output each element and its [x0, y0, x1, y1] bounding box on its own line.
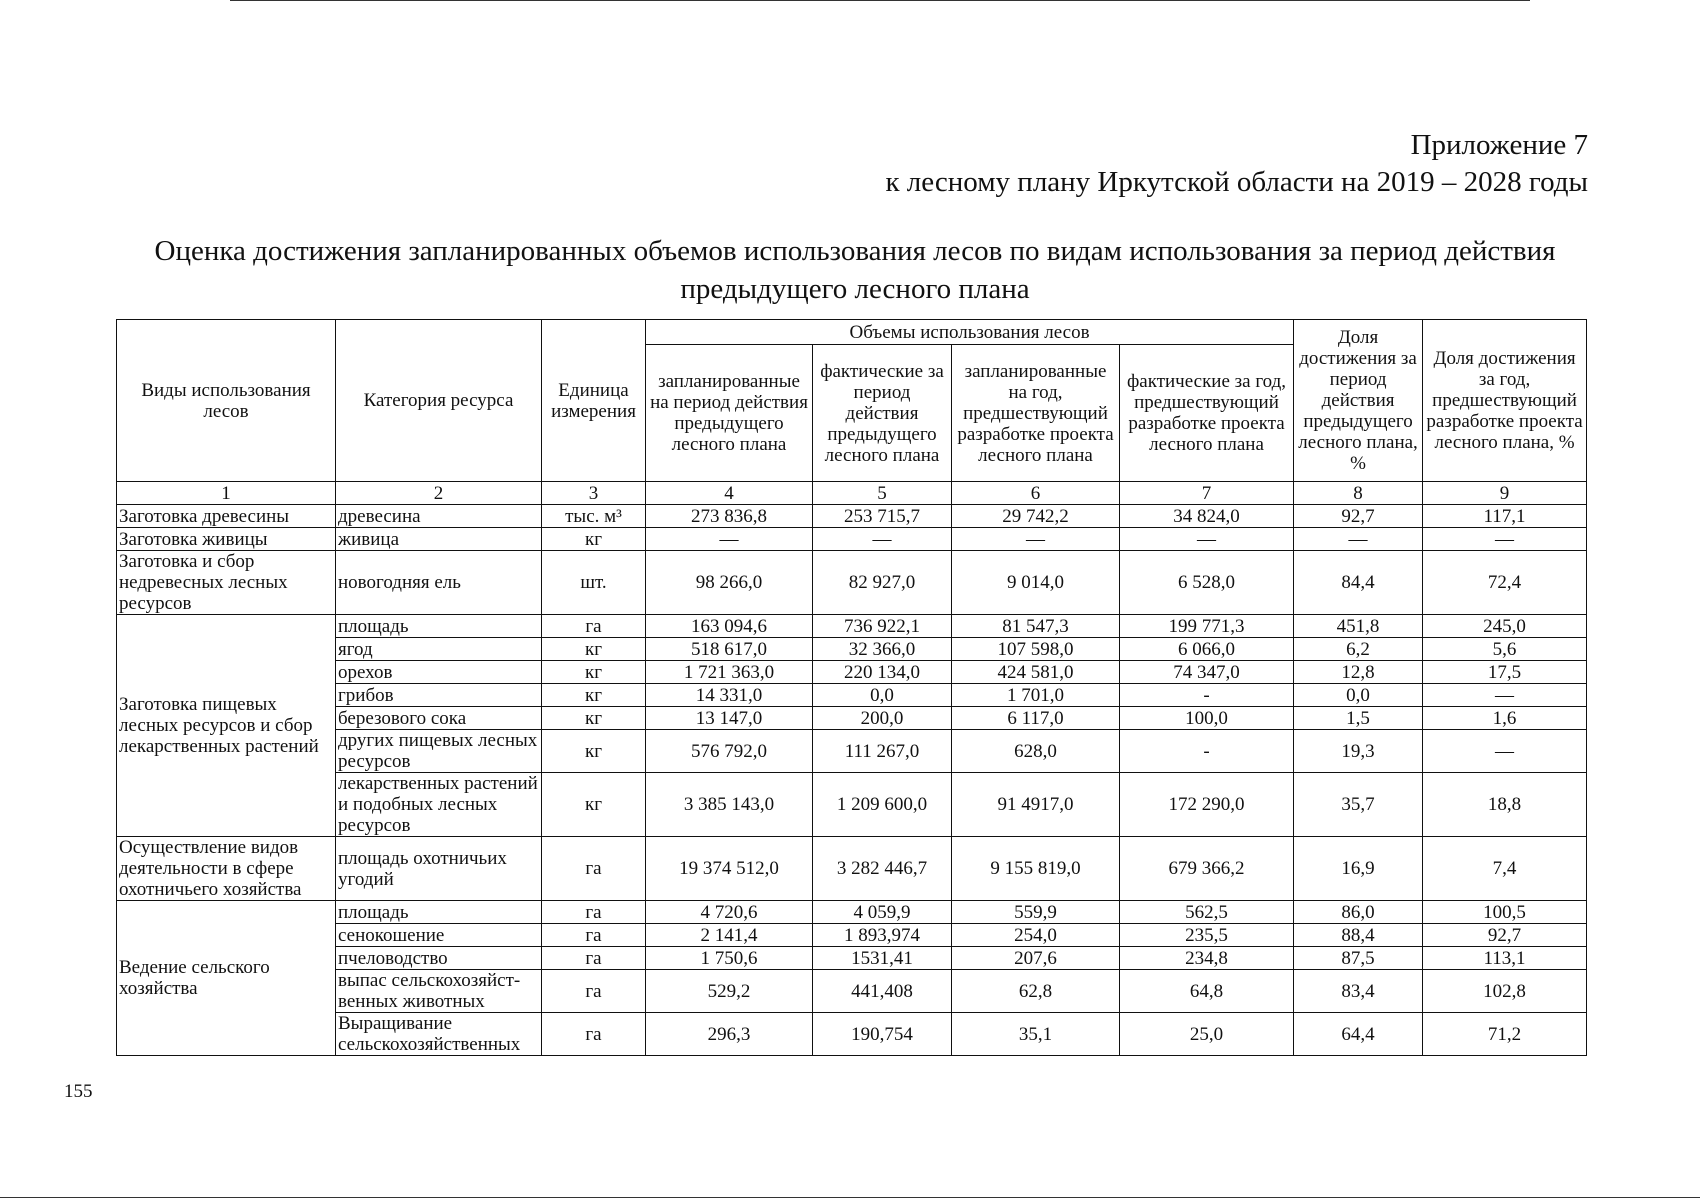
planned-year-cell: 559,9 — [952, 901, 1120, 924]
category-cell: пчеловодство — [336, 947, 542, 970]
actual-period-cell: 0,0 — [813, 684, 952, 707]
share-year-cell: 5,6 — [1423, 638, 1587, 661]
table-row — [117, 528, 1587, 551]
actual-period-cell: 1 893,974 — [813, 924, 952, 947]
planned-year-cell: — — [952, 528, 1120, 551]
category-cell: живица — [336, 528, 542, 551]
share-year-cell: 100,5 — [1423, 901, 1587, 924]
actual-period-cell: 82 927,0 — [813, 551, 952, 615]
actual-year-cell: 234,8 — [1120, 947, 1294, 970]
share-year-cell: 117,1 — [1423, 505, 1587, 528]
actual-year-cell: 199 771,3 — [1120, 615, 1294, 638]
category-cell: березового сока — [336, 707, 542, 730]
planned-year-cell: 1 701,0 — [952, 684, 1120, 707]
table-row — [117, 970, 1587, 1013]
column-number: 4 — [646, 482, 813, 505]
actual-year-cell: 6 066,0 — [1120, 638, 1294, 661]
planned-period-cell: 3 385 143,0 — [646, 773, 813, 837]
planned-year-cell: 29 742,2 — [952, 505, 1120, 528]
share-year-cell: 7,4 — [1423, 837, 1587, 901]
table-row — [117, 661, 1587, 684]
planned-period-cell: 529,2 — [646, 970, 813, 1013]
actual-year-cell: 74 347,0 — [1120, 661, 1294, 684]
planned-period-cell: 19 374 512,0 — [646, 837, 813, 901]
planned-year-cell: 207,6 — [952, 947, 1120, 970]
share-period-cell: 64,4 — [1294, 1013, 1423, 1056]
planned-period-cell: 296,3 — [646, 1013, 813, 1056]
share-year-cell: 245,0 — [1423, 615, 1587, 638]
unit-cell: га — [542, 901, 646, 924]
appendix-reference: к лесному плану Иркутской области на 2019 – 2028 годы — [885, 166, 1588, 198]
share-year-cell: 18,8 — [1423, 773, 1587, 837]
table-row — [117, 615, 1587, 638]
use-type-cell: Осуществление видов деятельности в сфере охотничьего хозяйства — [117, 837, 336, 901]
actual-year-cell: 34 824,0 — [1120, 505, 1294, 528]
unit-cell: га — [542, 924, 646, 947]
planned-year-cell: 424 581,0 — [952, 661, 1120, 684]
use-type-cell: Заготовка живицы — [117, 528, 336, 551]
share-period-cell: 451,8 — [1294, 615, 1423, 638]
scan-line-top — [230, 0, 1530, 1]
header-col-7: фактические за год, предшествующий разработке проекта лесного плана — [1120, 345, 1294, 482]
table-row — [117, 1013, 1587, 1056]
use-type-cell: Ведение сельского хозяйства — [117, 901, 336, 1056]
share-year-cell: — — [1423, 730, 1587, 773]
actual-period-cell: 736 922,1 — [813, 615, 952, 638]
table-row — [117, 638, 1587, 661]
share-period-cell: 92,7 — [1294, 505, 1423, 528]
planned-period-cell: 1 721 363,0 — [646, 661, 813, 684]
unit-cell: кг — [542, 528, 646, 551]
share-period-cell: 86,0 — [1294, 901, 1423, 924]
header-col-4: запланированные на период действия предыдущего лесного плана — [646, 345, 813, 482]
planned-period-cell: 576 792,0 — [646, 730, 813, 773]
table-row — [117, 551, 1587, 615]
category-cell: Выращивание сельскохозяйственных — [336, 1013, 542, 1056]
category-cell: выпас сельскохозяйст-венных животных — [336, 970, 542, 1013]
share-year-cell: 72,4 — [1423, 551, 1587, 615]
share-year-cell: — — [1423, 684, 1587, 707]
column-number: 7 — [1120, 482, 1294, 505]
unit-cell: га — [542, 947, 646, 970]
scan-line-bottom — [0, 1197, 1700, 1198]
planned-year-cell: 35,1 — [952, 1013, 1120, 1056]
share-period-cell: — — [1294, 528, 1423, 551]
planned-year-cell: 107 598,0 — [952, 638, 1120, 661]
header-col-9: Доля достижения за год, предшествующий разработке проекта лесного плана, % — [1423, 320, 1587, 482]
share-period-cell: 6,2 — [1294, 638, 1423, 661]
actual-period-cell: 253 715,7 — [813, 505, 952, 528]
category-cell: грибов — [336, 684, 542, 707]
actual-period-cell: 32 366,0 — [813, 638, 952, 661]
actual-year-cell: 172 290,0 — [1120, 773, 1294, 837]
category-cell: площадь — [336, 615, 542, 638]
actual-period-cell: 3 282 446,7 — [813, 837, 952, 901]
planned-period-cell: 14 331,0 — [646, 684, 813, 707]
actual-year-cell: 64,8 — [1120, 970, 1294, 1013]
category-cell: площадь — [336, 901, 542, 924]
share-year-cell: 113,1 — [1423, 947, 1587, 970]
actual-year-cell: — — [1120, 528, 1294, 551]
unit-cell: га — [542, 1013, 646, 1056]
share-period-cell: 35,7 — [1294, 773, 1423, 837]
planned-period-cell: 4 720,6 — [646, 901, 813, 924]
share-year-cell: 102,8 — [1423, 970, 1587, 1013]
share-period-cell: 1,5 — [1294, 707, 1423, 730]
table-row — [117, 684, 1587, 707]
share-period-cell: 88,4 — [1294, 924, 1423, 947]
table-row — [117, 901, 1587, 924]
actual-year-cell: 25,0 — [1120, 1013, 1294, 1056]
planned-period-cell: 2 141,4 — [646, 924, 813, 947]
forest-use-table — [116, 319, 1587, 1056]
unit-cell: тыс. м³ — [542, 505, 646, 528]
share-period-cell: 12,8 — [1294, 661, 1423, 684]
actual-period-cell: 4 059,9 — [813, 901, 952, 924]
table-row — [117, 707, 1587, 730]
column-number: 3 — [542, 482, 646, 505]
actual-year-cell: 100,0 — [1120, 707, 1294, 730]
planned-period-cell: 163 094,6 — [646, 615, 813, 638]
unit-cell: кг — [542, 773, 646, 837]
planned-year-cell: 9 014,0 — [952, 551, 1120, 615]
header-col-6: запланированные на год, предшествующий разработке проекта лесного плана — [952, 345, 1120, 482]
planned-year-cell: 254,0 — [952, 924, 1120, 947]
unit-cell: кг — [542, 707, 646, 730]
column-number-row — [117, 482, 1587, 505]
actual-period-cell: 441,408 — [813, 970, 952, 1013]
unit-cell: га — [542, 615, 646, 638]
category-cell: новогодняя ель — [336, 551, 542, 615]
header-col-5: фактические за период действия предыдущего лесного плана — [813, 345, 952, 482]
table-row — [117, 837, 1587, 901]
column-number: 2 — [336, 482, 542, 505]
category-cell: других пищевых лесных ресурсов — [336, 730, 542, 773]
unit-cell: шт. — [542, 551, 646, 615]
header-col-3: Единица измерения — [542, 320, 646, 482]
actual-period-cell: — — [813, 528, 952, 551]
share-year-cell: 92,7 — [1423, 924, 1587, 947]
planned-year-cell: 6 117,0 — [952, 707, 1120, 730]
actual-year-cell: 562,5 — [1120, 901, 1294, 924]
actual-period-cell: 1531,41 — [813, 947, 952, 970]
planned-year-cell: 9 155 819,0 — [952, 837, 1120, 901]
actual-period-cell: 200,0 — [813, 707, 952, 730]
actual-period-cell: 1 209 600,0 — [813, 773, 952, 837]
planned-period-cell: — — [646, 528, 813, 551]
category-cell: древесина — [336, 505, 542, 528]
actual-year-cell: - — [1120, 684, 1294, 707]
actual-year-cell: 235,5 — [1120, 924, 1294, 947]
share-year-cell: 17,5 — [1423, 661, 1587, 684]
share-period-cell: 0,0 — [1294, 684, 1423, 707]
share-year-cell: — — [1423, 528, 1587, 551]
share-period-cell: 84,4 — [1294, 551, 1423, 615]
actual-period-cell: 220 134,0 — [813, 661, 952, 684]
planned-year-cell: 628,0 — [952, 730, 1120, 773]
document-title: Оценка достижения запланированных объемов использования лесов по видам использования за период действия предыдущего лесного плана — [154, 235, 1556, 305]
share-period-cell: 87,5 — [1294, 947, 1423, 970]
planned-period-cell: 98 266,0 — [646, 551, 813, 615]
table-row — [117, 947, 1587, 970]
planned-year-cell: 62,8 — [952, 970, 1120, 1013]
planned-period-cell: 518 617,0 — [646, 638, 813, 661]
category-cell: площадь охотничьих угодий — [336, 837, 542, 901]
category-cell: орехов — [336, 661, 542, 684]
actual-year-cell: - — [1120, 730, 1294, 773]
header-col-2: Категория ресурса — [336, 320, 542, 482]
share-year-cell: 71,2 — [1423, 1013, 1587, 1056]
use-type-cell: Заготовка древесины — [117, 505, 336, 528]
planned-year-cell: 81 547,3 — [952, 615, 1120, 638]
header-col-8: Доля достижения за период действия предыдущего лесного плана, % — [1294, 320, 1423, 482]
planned-year-cell: 91 4917,0 — [952, 773, 1120, 837]
appendix-label: Приложение 7 — [1410, 129, 1588, 161]
category-cell: ягод — [336, 638, 542, 661]
column-number: 1 — [117, 482, 336, 505]
share-period-cell: 83,4 — [1294, 970, 1423, 1013]
actual-year-cell: 679 366,2 — [1120, 837, 1294, 901]
table-row — [117, 924, 1587, 947]
table-row — [117, 505, 1587, 528]
use-type-cell: Заготовка пищевых лесных ресурсов и сбор лекарственных растений — [117, 615, 336, 837]
actual-year-cell: 6 528,0 — [1120, 551, 1294, 615]
table-row — [117, 730, 1587, 773]
column-number: 8 — [1294, 482, 1423, 505]
header-row-1 — [117, 320, 1587, 345]
actual-period-cell: 190,754 — [813, 1013, 952, 1056]
page-number: 155 — [64, 1081, 93, 1102]
column-number: 9 — [1423, 482, 1587, 505]
planned-period-cell: 273 836,8 — [646, 505, 813, 528]
unit-cell: га — [542, 970, 646, 1013]
header-col-1: Виды использования лесов — [117, 320, 336, 482]
unit-cell: кг — [542, 661, 646, 684]
header-group-volumes: Объемы использования лесов — [646, 320, 1294, 345]
category-cell: лекарственных растений и подобных лесных ресурсов — [336, 773, 542, 837]
unit-cell: кг — [542, 684, 646, 707]
planned-period-cell: 13 147,0 — [646, 707, 813, 730]
unit-cell: кг — [542, 730, 646, 773]
category-cell: сенокошение — [336, 924, 542, 947]
unit-cell: га — [542, 837, 646, 901]
column-number: 6 — [952, 482, 1120, 505]
unit-cell: кг — [542, 638, 646, 661]
planned-period-cell: 1 750,6 — [646, 947, 813, 970]
use-type-cell: Заготовка и сбор недревесных лесных ресурсов — [117, 551, 336, 615]
table-row — [117, 773, 1587, 837]
column-number: 5 — [813, 482, 952, 505]
share-year-cell: 1,6 — [1423, 707, 1587, 730]
share-period-cell: 16,9 — [1294, 837, 1423, 901]
share-period-cell: 19,3 — [1294, 730, 1423, 773]
actual-period-cell: 111 267,0 — [813, 730, 952, 773]
